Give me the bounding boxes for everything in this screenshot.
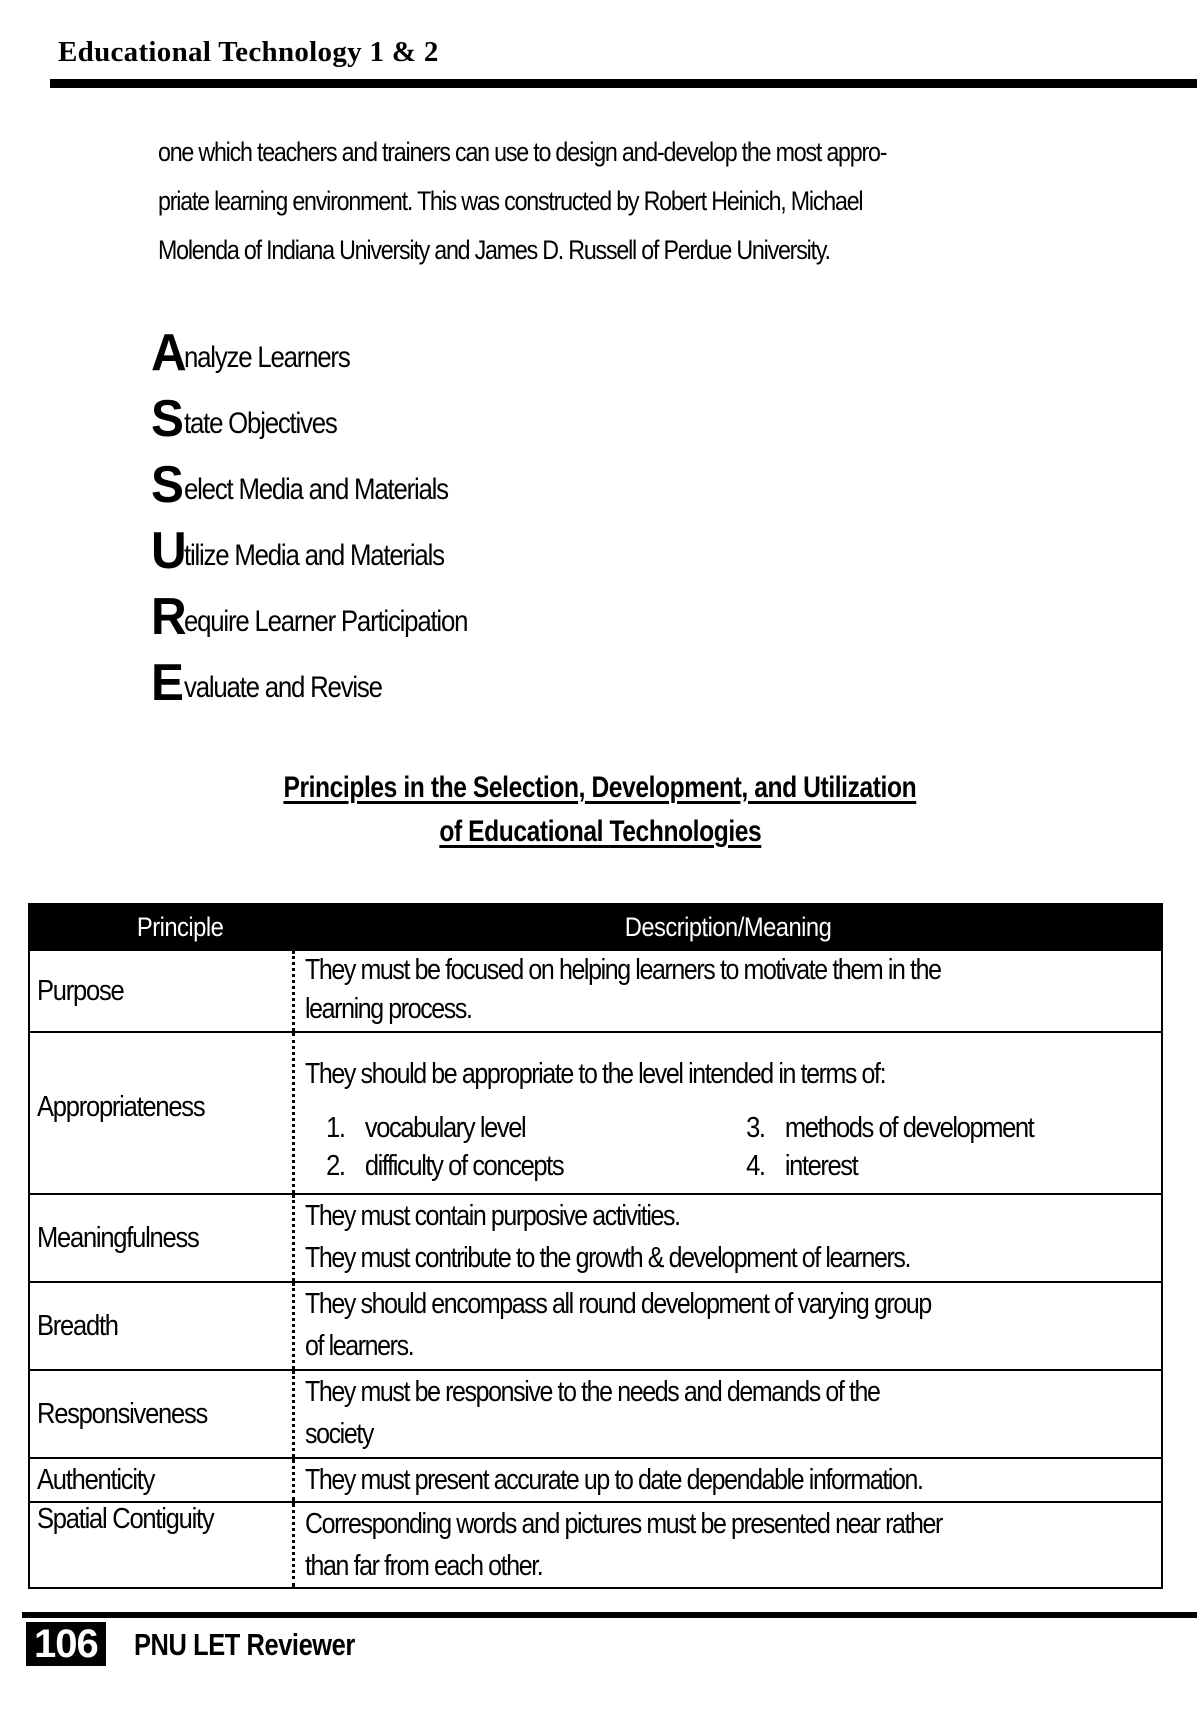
- assure-initial: A: [151, 324, 187, 382]
- principle-label: Spatial Contiguity: [37, 1503, 214, 1535]
- description-cell: [295, 1283, 1161, 1369]
- principle-cell: [30, 1033, 295, 1193]
- criteria-item: [725, 1109, 1095, 1147]
- table-row: [30, 1193, 1161, 1281]
- section-title-line-1: Principles in the Selection, Development, and Utilization: [283, 771, 917, 804]
- criteria-number: 3.: [746, 1112, 765, 1144]
- principle-cell: [30, 1195, 295, 1281]
- assure-initial: U: [151, 522, 187, 580]
- assure-text: tilize Media and Materials: [184, 539, 444, 572]
- criteria-item: [725, 1147, 1095, 1185]
- assure-initial: E: [151, 654, 184, 712]
- description-line: They should be appropriate to the level intended in terms of:: [305, 1058, 886, 1090]
- description-cell: [295, 1033, 1161, 1193]
- column-header-description: Description/Meaning: [624, 911, 832, 942]
- criteria-item: [305, 1147, 675, 1185]
- intro-line: one which teachers and trainers can use to design and-develop the most appro-: [158, 137, 887, 167]
- assure-item-evaluate: [150, 640, 513, 712]
- assure-item-require: [150, 574, 513, 646]
- assure-text: valuate and Revise: [184, 671, 382, 704]
- intro-line: priate learning environment. This was constructed by Robert Heinich, Michael: [158, 186, 863, 216]
- assure-initial: R: [151, 588, 187, 646]
- footer-rule: [22, 1612, 1197, 1618]
- intro-paragraph: [158, 128, 1190, 275]
- running-header-title: Educational Technology 1 & 2: [58, 36, 439, 68]
- principle-label: Purpose: [37, 974, 124, 1007]
- principle-label: Appropriateness: [37, 1091, 205, 1123]
- description-line: society: [305, 1418, 373, 1450]
- criteria-number: 1.: [326, 1112, 345, 1144]
- principle-label: Responsiveness: [37, 1397, 208, 1430]
- column-header-principle: Principle: [136, 911, 224, 942]
- principle-cell: [30, 1459, 295, 1501]
- description-line: They should encompass all round development of varying group: [305, 1288, 931, 1320]
- assure-text: tate Objectives: [184, 407, 337, 440]
- criteria-text: vocabulary level: [364, 1112, 526, 1144]
- section-title-line-2: of Educational Technologies: [439, 815, 761, 848]
- description-line: Corresponding words and pictures must be presented near rather: [305, 1508, 942, 1540]
- description-line: than far from each other.: [305, 1550, 543, 1582]
- table-row: [30, 949, 1161, 1031]
- criteria-list: [305, 1109, 1161, 1185]
- intro-line: Molenda of Indiana University and James D. Russell of Perdue University.: [158, 235, 830, 265]
- description-cell: [295, 1371, 1161, 1457]
- footer-book-title: PNU LET Reviewer: [134, 1627, 355, 1662]
- description-line: They must contain purposive activities.: [305, 1200, 680, 1232]
- assure-text: nalyze Learners: [184, 341, 350, 374]
- assure-text: equire Learner Participation: [184, 605, 468, 638]
- assure-model-list: [150, 310, 513, 712]
- description-cell: [295, 951, 1161, 1031]
- description-line: learning process.: [305, 993, 472, 1025]
- header-rule: [50, 79, 1197, 88]
- principle-cell: [30, 951, 295, 1031]
- description-cell: [295, 1503, 1161, 1587]
- table-row: [30, 1281, 1161, 1369]
- assure-initial: S: [151, 390, 184, 448]
- assure-item-state: [150, 376, 513, 448]
- assure-item-analyze: [150, 310, 513, 382]
- table-header-row: [30, 905, 1161, 949]
- description-line: They must be focused on helping learners to motivate them in the: [305, 954, 941, 986]
- criteria-number: 4.: [746, 1150, 765, 1182]
- criteria-text: interest: [784, 1150, 858, 1182]
- criteria-text: methods of development: [784, 1112, 1034, 1144]
- principles-table: [28, 903, 1163, 1589]
- description-cell: [295, 1459, 1161, 1501]
- principle-label: Authenticity: [37, 1463, 155, 1496]
- assure-item-utilize: [150, 508, 513, 580]
- principle-cell: [30, 1503, 295, 1587]
- assure-item-select: [150, 442, 513, 514]
- criteria-item: [305, 1109, 675, 1147]
- section-title: [150, 766, 1050, 854]
- table-row: [30, 1031, 1161, 1193]
- criteria-text: difficulty of concepts: [364, 1150, 564, 1182]
- description-cell: [295, 1195, 1161, 1281]
- assure-initial: S: [151, 456, 184, 514]
- description-line: of learners.: [305, 1330, 414, 1362]
- description-line: They must present accurate up to date dependable information.: [305, 1464, 923, 1496]
- table-row: [30, 1457, 1161, 1501]
- description-line: They must be responsive to the needs and demands of the: [305, 1376, 880, 1408]
- description-line: They must contribute to the growth & development of learners.: [305, 1242, 911, 1274]
- page-number: 106: [26, 1622, 106, 1666]
- table-row: [30, 1369, 1161, 1457]
- criteria-number: 2.: [326, 1150, 345, 1182]
- principle-label: Breadth: [37, 1309, 118, 1342]
- assure-text: elect Media and Materials: [184, 473, 448, 506]
- table-row: [30, 1501, 1161, 1587]
- principle-cell: [30, 1283, 295, 1369]
- principle-cell: [30, 1371, 295, 1457]
- principle-label: Meaningfulness: [37, 1221, 199, 1254]
